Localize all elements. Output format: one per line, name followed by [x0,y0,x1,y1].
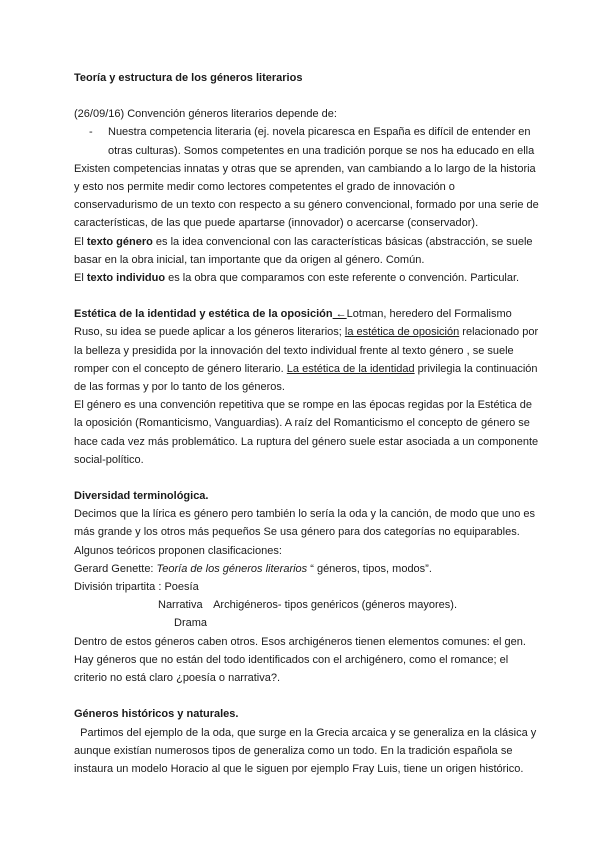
section-heading-estetica: Estética de la identidad y estética de la oposición [74,308,333,321]
text-run: relacionado por la belleza y presidida por la innovación del texto individual frente al texto género , se suele romper con el concepto de género literario. [74,326,539,375]
text-run: es la idea convencional con las características básicas (abstracción, se suele basar en la obra inicial, tan importante que da origen al género. Común. [74,235,533,266]
text-run: “ géneros, tipos, modos”. [307,562,432,575]
document-title: Teoría y estructura de los géneros literarios [74,72,303,84]
text-run: El [74,235,87,248]
texto-genero-paragraph [74,233,540,269]
diversidad-paragraph: Decimos que la lírica es género pero también lo sería la oda y la canción, de modo que uno es más grande y los otros más pequeños Se usa género para dos categorías no equiparables. [74,508,536,539]
genette-book-title: Teoría de los géneros literarios [156,562,308,575]
intro-paragraph: Existen competencias innatas y otras que se aprenden, van cambiando a lo largo de la historia y esto nos permite medir como lectores competentes el grado de innovación o conservadurismo de un texto con respecto a su género convencional, formado por una serie de características, de las que puede apartarse (innovador) o acercarse (conservador). [74,162,539,230]
arrow-icon: ← [332,308,347,321]
text-run: Lotman, heredero del Formalismo Ruso, su idea se puede aplicar a los géneros literarios; [74,308,512,339]
bullet-text: Nuestra competencia literaria (ej. novela picaresca en España es difícil de entender en otras culturas). Somos competentes en una tradición porque se nos ha educado en ella [108,126,535,157]
spacer [74,469,540,487]
division-line: División tripartita : Poesía [74,581,199,594]
bullet-dash: - [89,126,93,139]
historicos-paragraph: Partimos del ejemplo de la oda, que surge en la Grecia arcaica y se generaliza en la clásica y aunque existían numerosos tipos de generaliza como un todo. En la tradición española se instaura un modelo Horacio al que le siguen por ejemplo Fray Luis, tiene un origen histórico. [74,726,540,775]
term-estetica-identidad: La estética de la identidad [286,362,415,375]
spacer [74,287,540,305]
spacer [74,687,540,705]
bullet-item [74,123,540,159]
genette-line [74,560,540,578]
narrativa-label: Narrativa [158,599,203,612]
estetica-paragraph-2: El género es una convención repetitiva que se rompe en las épocas regidas por la Estética de la oposición (Romanticismo, Vanguardias). A raíz del Romanticismo el concepto de género se hace cada vez más problemático. La ruptura del género suele estar asociada a un componente social-político. [74,399,539,466]
clasificaciones-line: Algunos teóricos proponen clasificaciones: [74,544,282,557]
estetica-paragraph [74,305,540,396]
archigeneros-label: Archigéneros- tipos genéricos (géneros mayores). [213,599,458,612]
text-run: es la obra que comparamos con este referente o convención. Particular. [165,272,520,285]
section-heading-diversidad: Diversidad terminológica. [74,490,209,503]
section-heading-historicos: Géneros históricos y naturales. [74,708,239,721]
term-texto-genero: texto género [86,235,153,248]
narrativa-line [74,596,540,614]
drama-line: Drama [174,617,208,630]
term-estetica-oposicion: la estética de oposición [344,326,460,339]
text-run: El [74,272,87,285]
text-run: privilegia la continuación de las formas y por lo tanto de los géneros. [74,362,538,394]
text-run: Gerard Genette: [74,562,157,575]
texto-individuo-paragraph [74,269,540,287]
archigeneros-paragraph: Dentro de estos géneros caben otros. Esos archigéneros tienen elementos comunes: el gen. Hay géneros que no están del todo identificados con el archigénero, como el romance; el criterio no está claro ¿poesía o narrativa?. [74,635,526,685]
date-line: (26/09/16) Convención géneros literarios depende de: [74,108,337,121]
term-texto-individuo: texto individuo [86,272,166,285]
